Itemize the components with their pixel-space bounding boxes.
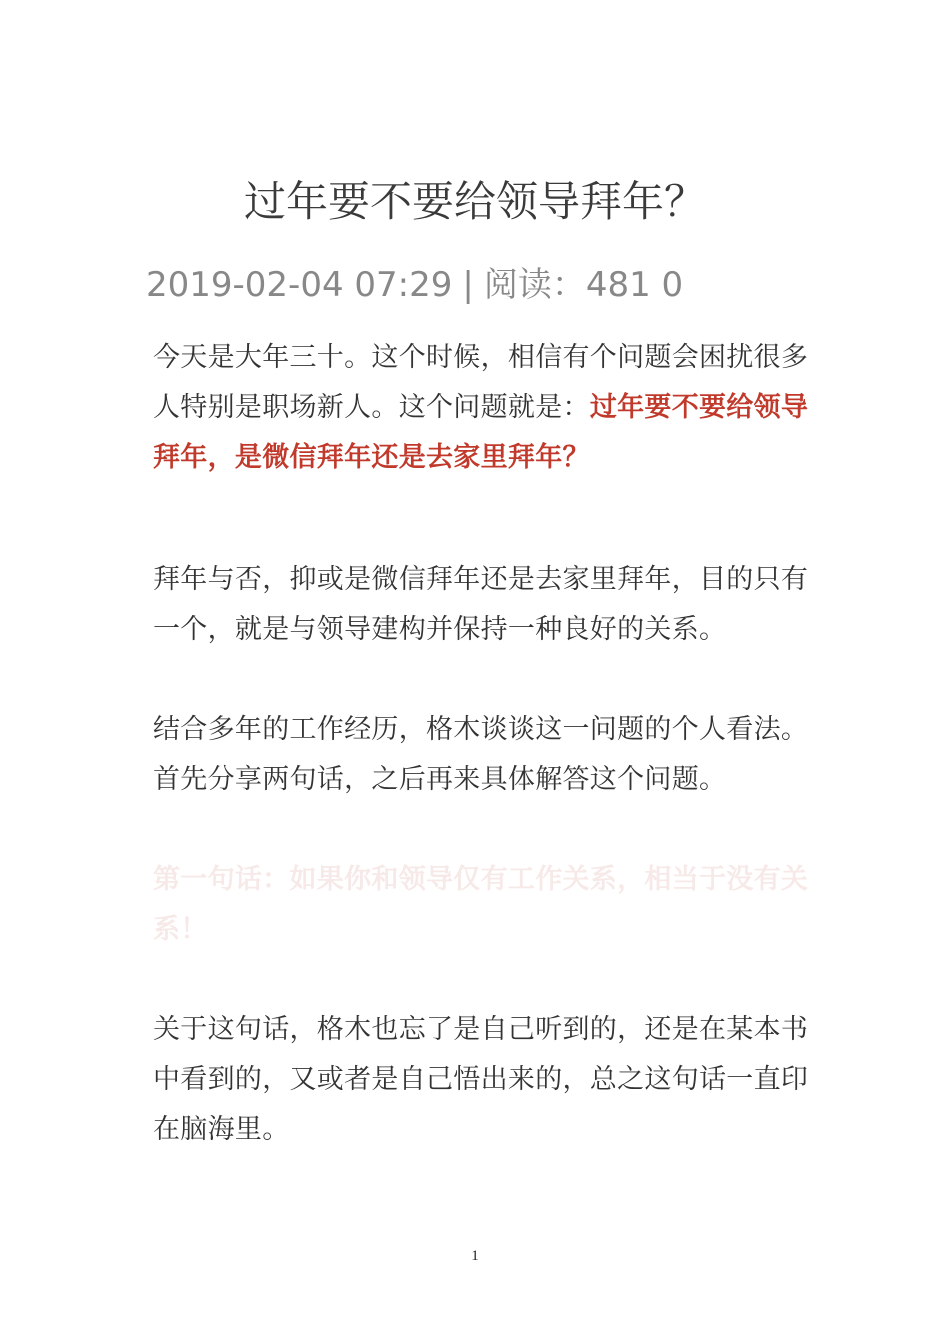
intro-paragraph — [153, 333, 813, 483]
paragraph-origin: 关于这句话，格木也忘了是自己听到的，还是在某本书中看到的，又或者是自己悟出来的，总之这句话一直印在脑海里。 — [153, 1014, 809, 1145]
paragraph-purpose: 拜年与否，抑或是微信拜年还是去家里拜年，目的只有一个，就是与领导建构并保持一种良好的关系。 — [153, 564, 809, 645]
article-title: 过年要不要给领导拜年？ — [243, 177, 706, 226]
intro-highlight: 过年要不要给领导拜年，是微信拜年还是去家里拜年？ — [153, 392, 809, 473]
first-saying-heading: 第一句话：如果你和领导仅有工作关系，相当于没有关系！ — [153, 864, 809, 945]
article-meta — [146, 262, 683, 308]
meta-separator: | — [462, 265, 474, 305]
page-number: 1 — [471, 1248, 479, 1264]
publish-datetime: 2019-02-04 07:29 — [146, 265, 453, 305]
read-count: 阅读：481 0 — [483, 265, 684, 305]
intro-text: 今天是大年三十。这个时候，相信有个问题会困扰很多人特别是职场新人。这个问题就是： — [153, 342, 809, 423]
paragraph-experience: 结合多年的工作经历，格木谈谈这一问题的个人看法。首先分享两句话，之后再来具体解答这个问题。 — [153, 714, 809, 795]
